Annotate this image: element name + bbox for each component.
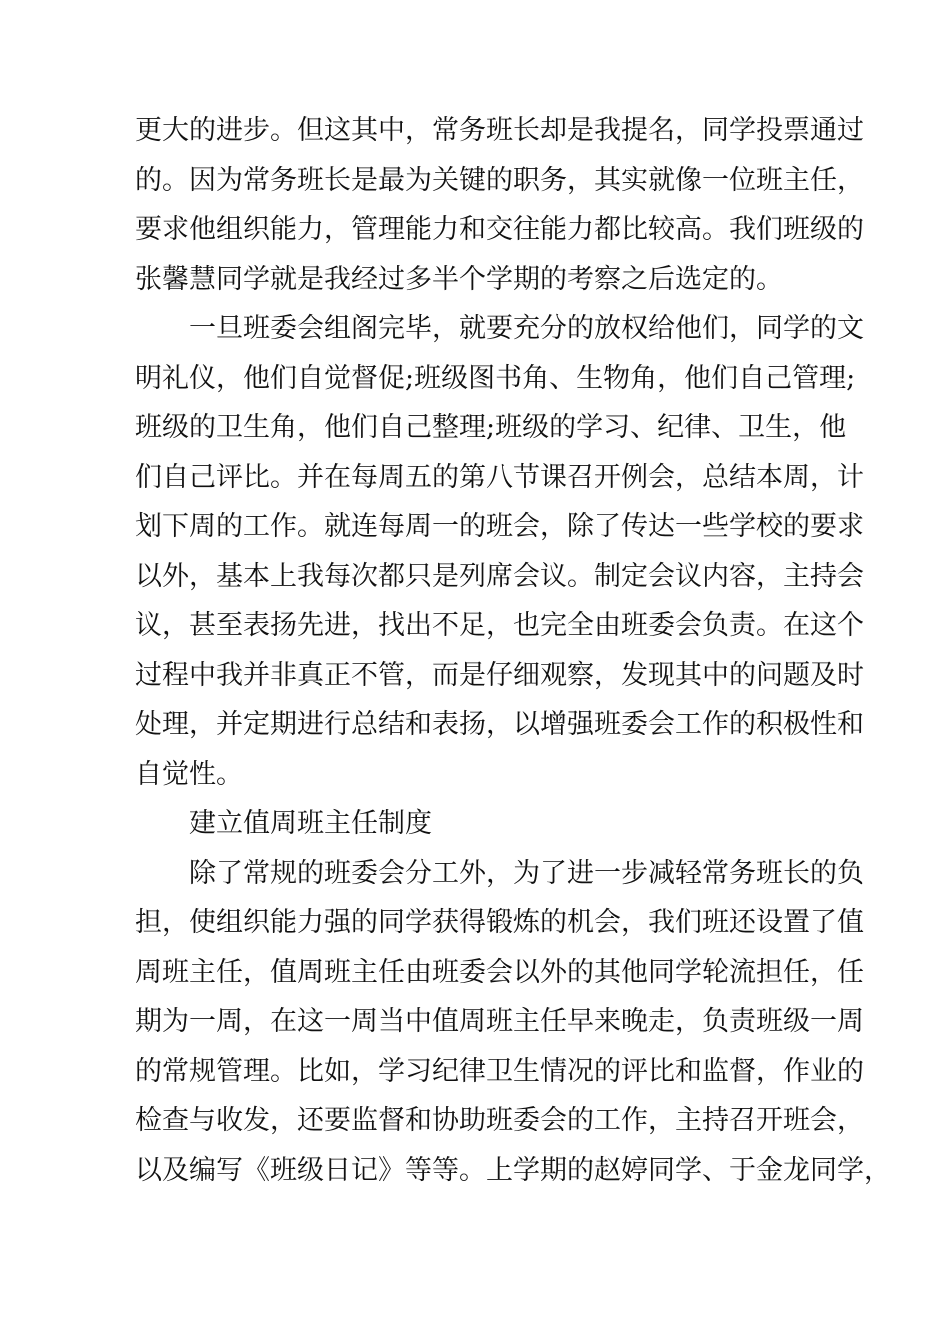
text-line-22: 以及编写《班级日记》等等。上学期的赵婷同学、于金龙同学， [135, 1154, 891, 1186]
text-line-3: 要求他组织能力，管理能力和交往能力都比较高。我们班级的 [135, 214, 864, 245]
text-line-8: 们自己评比。并在每周五的第八节课召开例会，总结本周，计 [135, 461, 864, 493]
text-line-19: 期为一周，在这一周当中值周班主任早来晚走，负责班级一周 [135, 1006, 864, 1037]
text-line-1: 更大的进步。但这其中，常务班长却是我提名，同学投票通过 [135, 115, 864, 146]
text-line-12: 过程中我并非真正不管，而是仔细观察，发现其中的问题及时 [135, 659, 864, 691]
text-line-17: 担，使组织能力强的同学获得锻炼的机会，我们班还设置了值 [135, 907, 864, 938]
text-line-2: 的。因为常务班长是最为关键的职务，其实就像一位班主任， [135, 164, 864, 196]
text-line-4: 张馨慧同学就是我经过多半个学期的考察之后选定的。 [135, 263, 783, 295]
text-line-5: 一旦班委会组阁完毕，就要充分的放权给他们，同学的文 [189, 313, 864, 344]
text-line-18: 周班主任，值周班主任由班委会以外的其他同学轮流担任，任 [135, 956, 864, 988]
section-heading: 建立值周班主任制度 [189, 808, 432, 839]
text-line-21: 检查与收发，还要监督和协助班委会的工作，主持召开班会， [135, 1105, 864, 1136]
text-line-20: 的常规管理。比如，学习纪律卫生情况的评比和监督，作业的 [135, 1055, 864, 1087]
text-line-7: 班级的卫生角，他们自己整理;班级的学习、纪律、卫生，他 [135, 412, 847, 443]
text-line-13: 处理，并定期进行总结和表扬，以增强班委会工作的积极性和 [135, 709, 864, 740]
text-line-10: 以外，基本上我每次都只是列席会议。制定会议内容，主持会 [135, 560, 864, 592]
text-line-11: 议，甚至表扬先进，找出不足，也完全由班委会负责。在这个 [135, 610, 864, 641]
text-line-9: 划下周的工作。就连每周一的班会，除了传达一些学校的要求 [135, 511, 864, 542]
text-line-16: 除了常规的班委会分工外，为了进一步减轻常务班长的负 [189, 857, 864, 889]
text-line-14: 自觉性。 [135, 758, 243, 790]
text-line-6: 明礼仪，他们自觉督促;班级图书角、生物角，他们自己管理; [135, 362, 856, 394]
document-body [135, 106, 891, 1195]
